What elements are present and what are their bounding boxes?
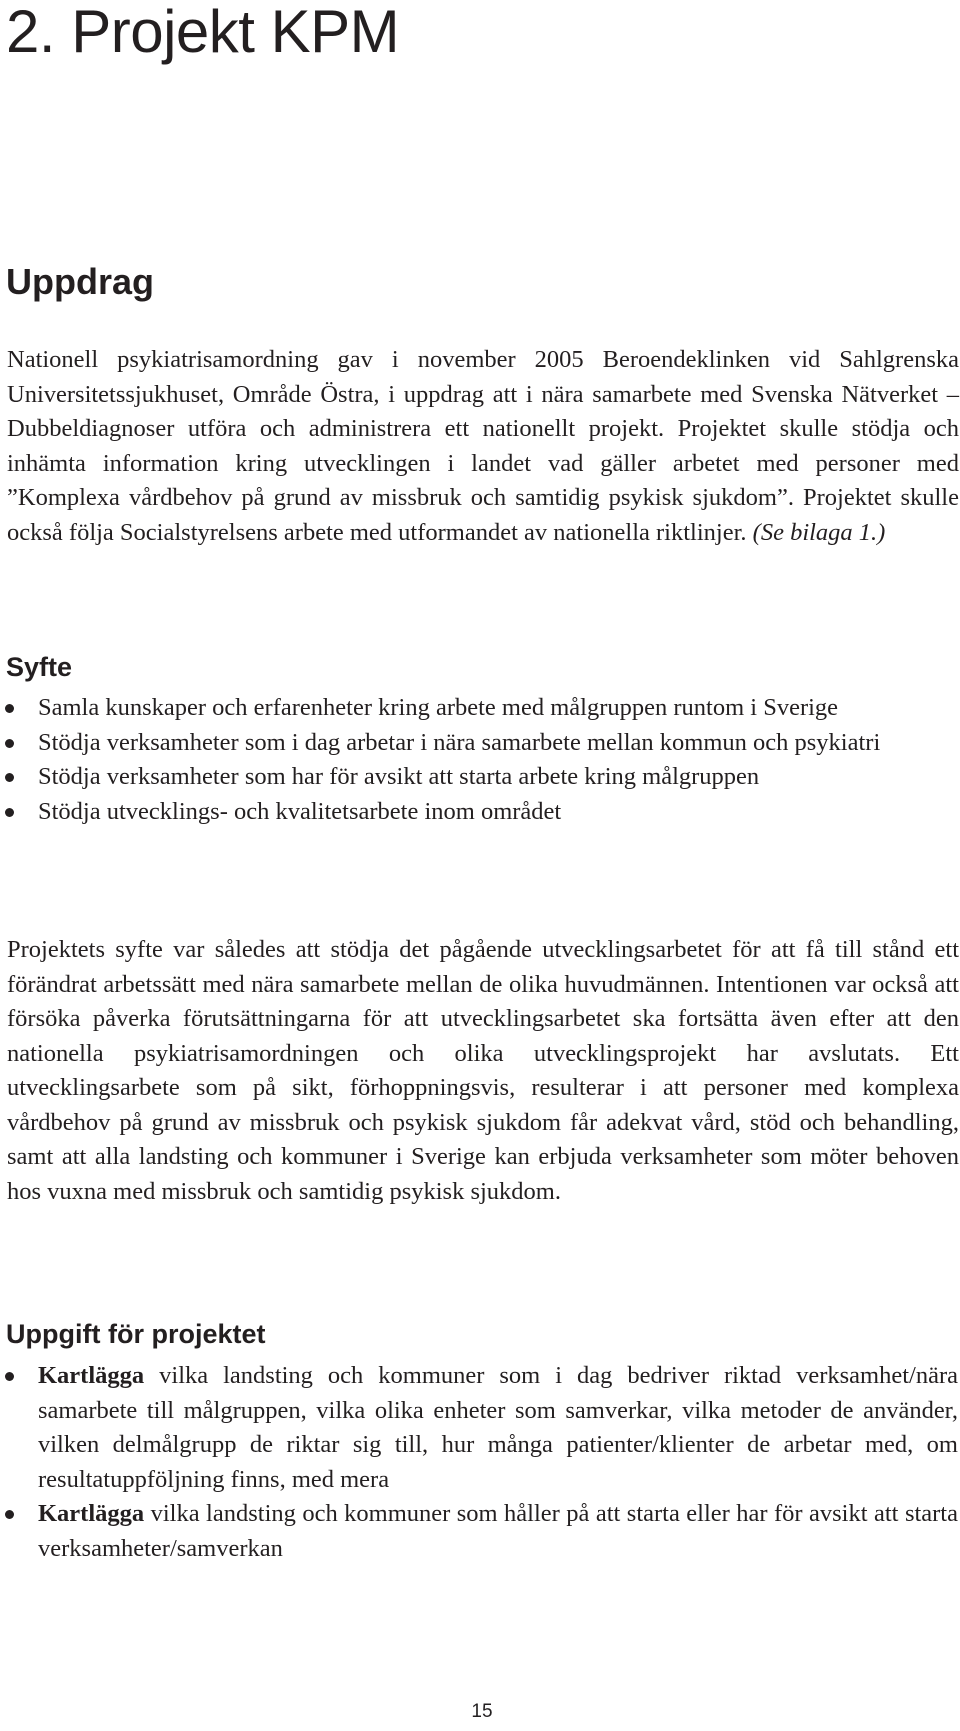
uppdrag-paragraph-text: Nationell psykiatrisamordning gav i november 2005 Beroendeklinken vid Sahlgrenska Universitetssjukhuset, Område Östra, i uppdrag att i nära samarbete med Svenska Nätverket – Dubbeldiagnoser utföra och administrera ett nationellt projekt. Projektet skulle stödja och inhämta information kring utvecklingen i landet vad gäller arbetet med personer med ”Komplexa vårdbehov på grund av missbruk och samtidig psykisk sjukdom”. Projektet skulle också följa Socialstyrelsens arbete med utformandet av nationella riktlinjer.: [7, 346, 959, 546]
bullet-icon: [5, 704, 14, 713]
section-heading-syfte: Syfte: [6, 652, 73, 682]
list-item-text: Stödja utvecklings- och kvalitetsarbete inom området: [38, 797, 562, 825]
section-heading-uppgift: Uppgift för projektet: [6, 1319, 266, 1349]
list-item-text: Samla kunskaper och erfarenheter kring arbete med målgruppen runtom i Sverige: [38, 694, 839, 721]
list-item-lead: Kartlägga: [38, 1500, 145, 1527]
bullet-icon: [5, 1372, 14, 1381]
bullet-icon: [5, 1510, 14, 1519]
syfte-paragraph: Projektets syfte var således att stödja det pågående utvecklingsarbetet för att få till stånd ett förändrat arbetssätt med nära samarbete mellan de olika huvudmännen. Intentionen var också att försöka påverka förutsättningarna för att utvecklingsarbetet ska fortsätta även efter att den nationella psykiatrisamordningen och olika utvecklingsprojekt har avslutats. Ett utvecklingsarbete som på sikt, förhoppningsvis, resulterar i att personer med komplexa vårdbehov på grund av missbruk och psykisk sjukdom får adekvat vård, stöd och behandling, samt att alla landsting och kommuner i Sverige kan erbjuda verksamheter som möter behoven hos vuxna med missbruk och samtidig psykisk sjukdom.: [7, 936, 959, 1205]
list-item: [0, 726, 958, 761]
list-item: [0, 760, 958, 795]
page-number-text: 15: [471, 1701, 493, 1722]
list-item-text: Stödja verksamheter som i dag arbetar i nära samarbete mellan kommun och psykiatri: [38, 728, 881, 756]
bullet-icon: [5, 739, 14, 748]
bullet-icon: [5, 808, 14, 817]
list-item: [0, 795, 958, 830]
syfte-bullet-list: [0, 691, 958, 829]
section-heading-uppdrag: Uppdrag: [6, 261, 154, 302]
bullet-icon: [5, 773, 14, 782]
list-item-text: vilka landsting och kommuner som håller på att starta eller har för avsikt att starta verksamheter/samverkan: [38, 1500, 958, 1562]
appendix-reference: (Se bilaga 1.): [752, 518, 886, 546]
list-item: [0, 691, 958, 726]
list-item-lead: Kartlägga: [38, 1362, 145, 1389]
uppgift-bullet-list: [0, 1359, 958, 1566]
page-number: [0, 1700, 960, 1724]
list-item-text: Stödja verksamheter som har för avsikt att starta arbete kring målgruppen: [38, 763, 760, 790]
list-item-text: vilka landsting och kommuner som i dag bedriver riktad verksamhet/nära samarbete till målgruppen, vilka olika enheter som samverkar, vilka metoder de använder, vilken delmålgrupp de riktar sig till, hur många patienter/klienter de arbetar med, om resultatuppföljning finns, med mera: [38, 1362, 958, 1493]
uppdrag-paragraph: [7, 343, 959, 550]
chapter-title: 2. Projekt KPM: [6, 0, 400, 65]
list-item: [0, 1497, 958, 1566]
list-item: [0, 1359, 958, 1497]
